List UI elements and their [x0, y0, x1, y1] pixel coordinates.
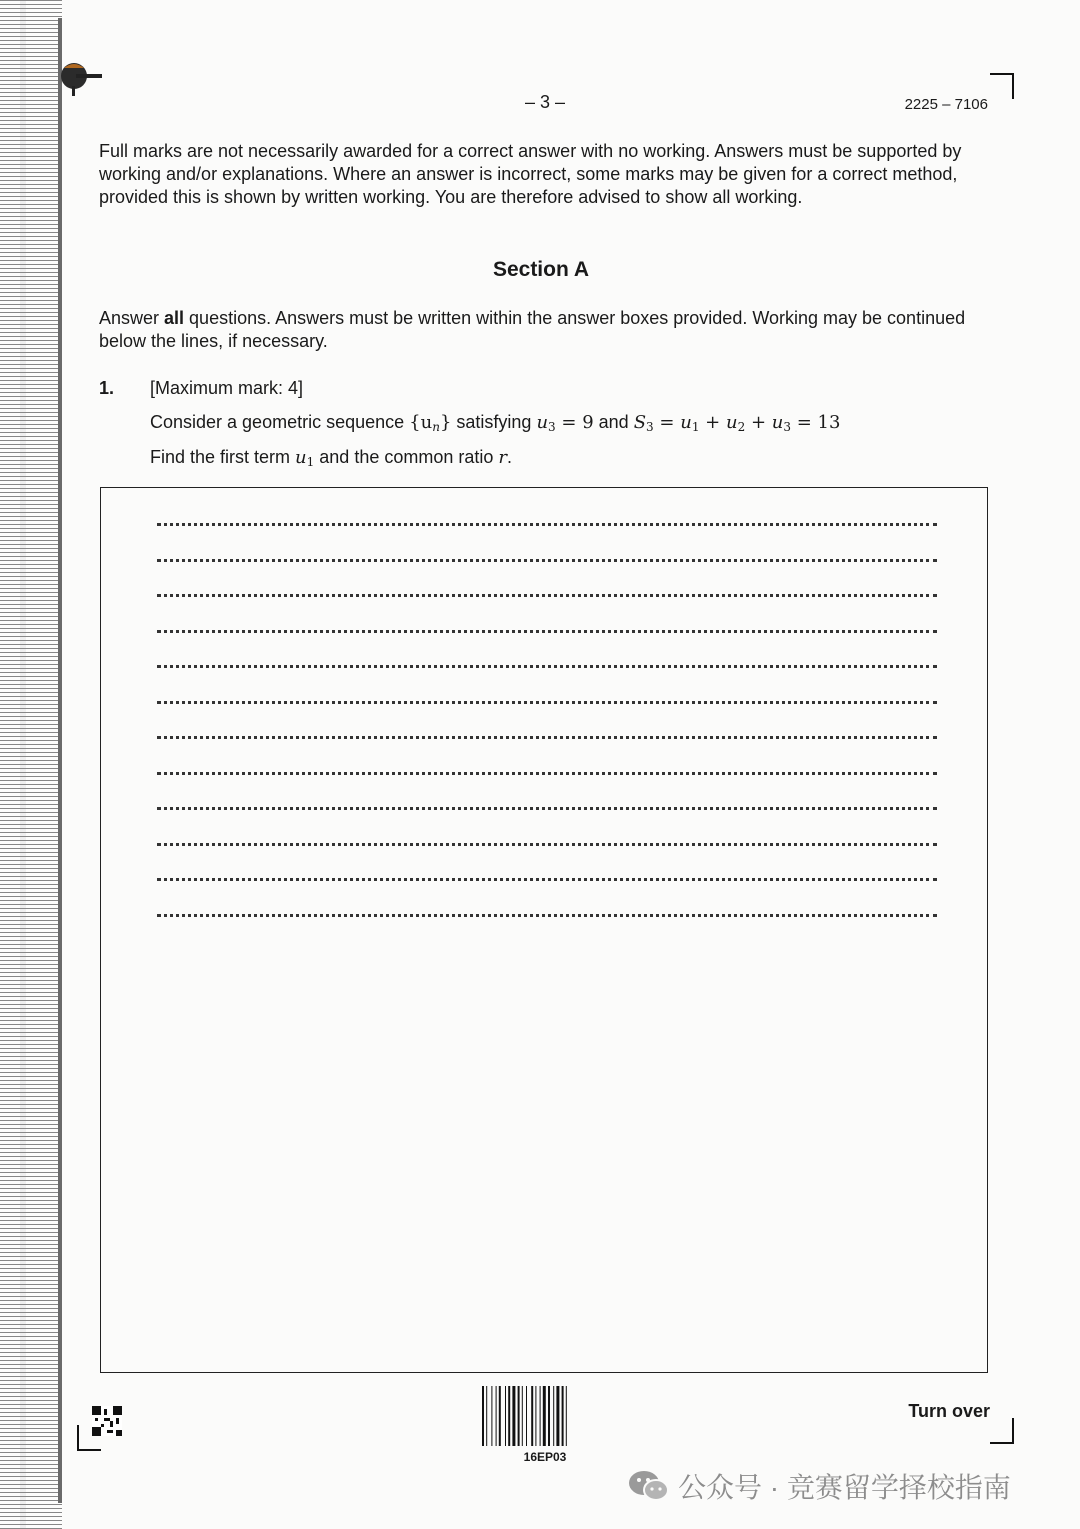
registration-mark-bottom-right: [990, 1418, 1014, 1444]
section-title: Section A: [492, 258, 590, 281]
dotted-answer-line: [157, 772, 937, 775]
barcode-icon: [480, 1386, 610, 1446]
first-term-symbol: $u_1$: [295, 447, 315, 469]
qr-code-icon: [92, 1406, 122, 1436]
instr-before: Answer: [99, 308, 165, 328]
q-text-a: Consider a geometric sequence: [150, 412, 410, 432]
registration-mark-top-right: [990, 73, 1014, 99]
answer-instructions: [99, 307, 969, 353]
dotted-answer-line: [157, 878, 937, 881]
task-text-b: and the common ratio: [314, 447, 499, 467]
s3-condition: $S_3 = u_1 + u_2 + u_3 = 13$: [633, 412, 841, 434]
spiral-binding-edge: [0, 0, 62, 1529]
watermark-text: 公众号 · 竞赛留学择校指南: [678, 1472, 1011, 1503]
paper-code: 2225 – 7106: [904, 96, 988, 113]
page-left-edge: [58, 18, 62, 1503]
page-number: – 3 –: [524, 92, 566, 112]
q-text-b: satisfying: [451, 412, 537, 432]
answer-box[interactable]: [100, 487, 988, 1373]
dotted-answer-line: [157, 736, 937, 739]
sequence-notation: $\{u_n\}$: [409, 412, 452, 434]
dotted-answer-line: [157, 843, 937, 846]
task-text-c: .: [507, 447, 513, 467]
dotted-answer-line: [157, 701, 937, 704]
ratio-symbol: r: [498, 447, 507, 468]
question-number: 1.: [99, 378, 115, 398]
task-text-a: Find the first term: [150, 447, 296, 467]
question-task: [150, 447, 512, 468]
watermark: [628, 1466, 1011, 1506]
dotted-answer-line: [157, 630, 937, 633]
barcode-label: 16EP03: [523, 1450, 567, 1464]
dotted-answer-line: [157, 559, 937, 562]
turn-over-label: Turn over: [908, 1401, 990, 1421]
binder-pin-icon: [58, 58, 104, 98]
dotted-answer-line: [157, 523, 937, 526]
q-text-c: and: [593, 412, 634, 432]
u3-condition: $u_3 = 9$: [536, 412, 594, 434]
dotted-answer-line: [157, 665, 937, 668]
dotted-answer-line: [157, 807, 937, 810]
wechat-icon: [628, 1469, 670, 1503]
dotted-answer-line: [157, 594, 937, 597]
intro-paragraph: Full marks are not necessarily awarded for a correct answer with no working. Answers must be supported by working and/or explanations. Where an answer is incorrect, some marks may be given for a correct method, provided this is shown by written working. You are therefore advised to show all working.: [99, 141, 962, 207]
dotted-answer-line: [157, 914, 937, 917]
instr-bold: all: [164, 308, 185, 328]
question-statement: [150, 412, 840, 433]
instr-after: questions. Answers must be written within the answer boxes provided. Working may be continued below the lines, if necessary.: [99, 308, 966, 351]
question-max-mark: [Maximum mark: 4]: [150, 378, 304, 398]
